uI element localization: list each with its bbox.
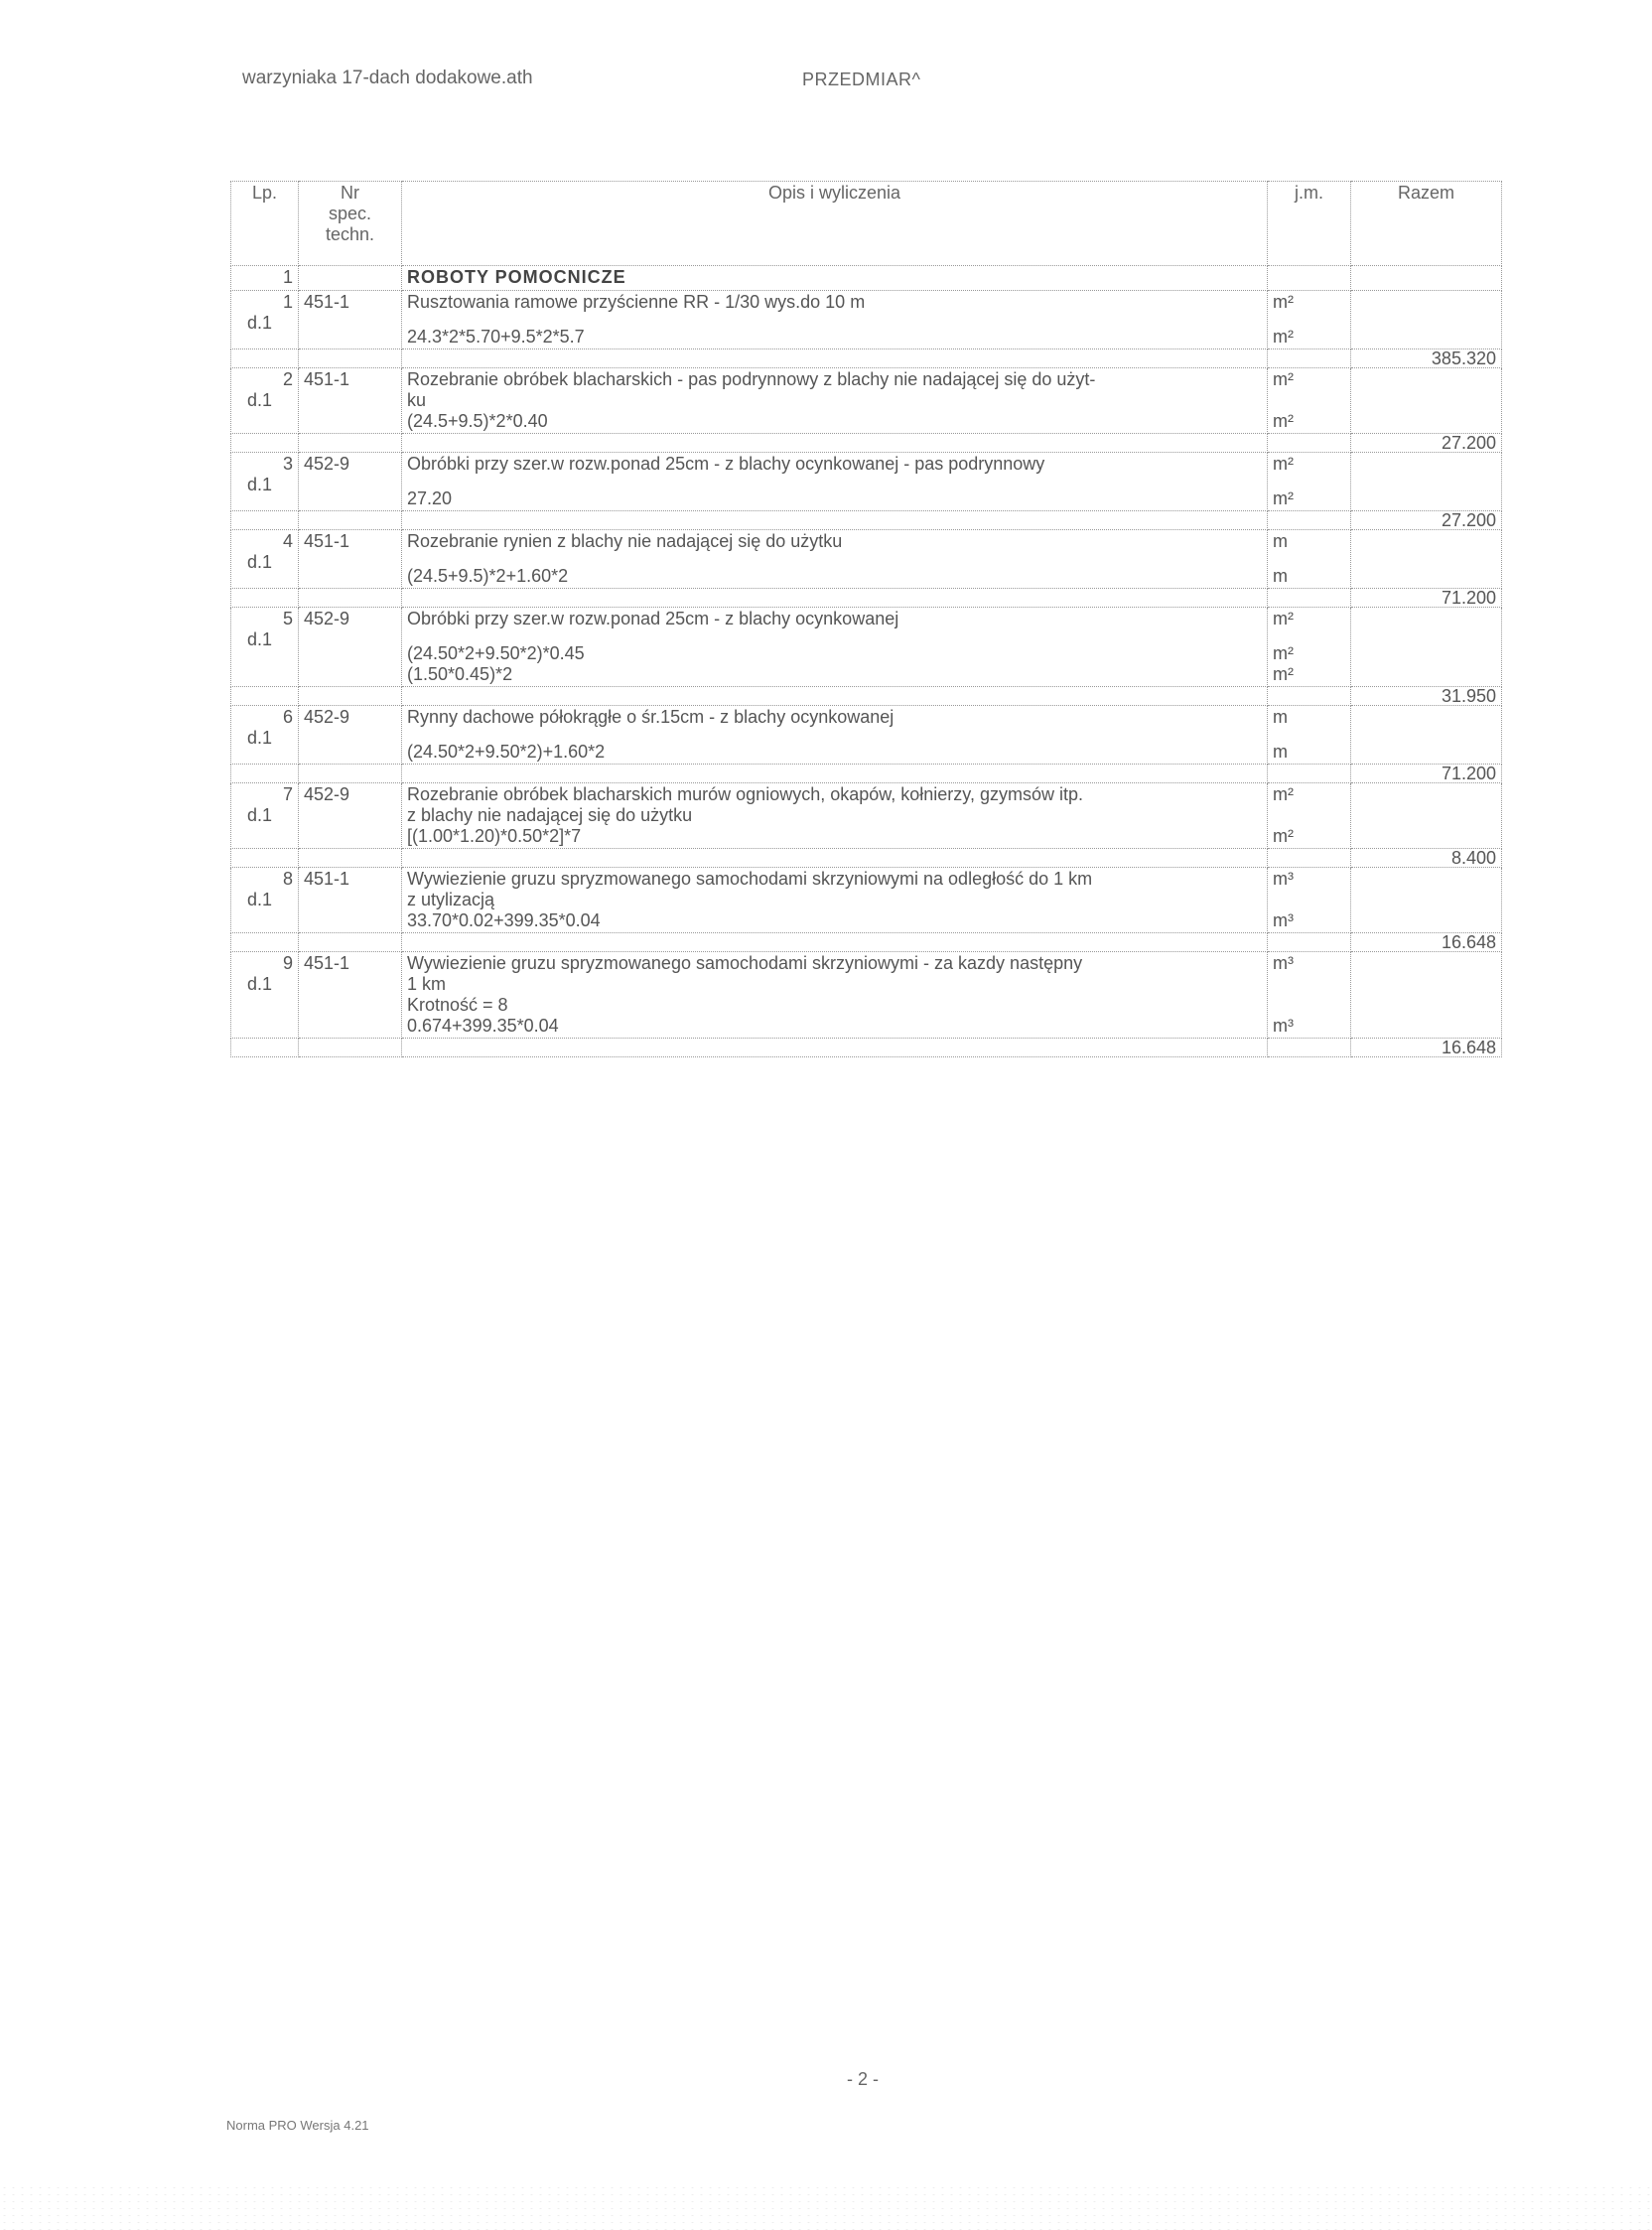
item-number: 6 [282,707,293,727]
sum-nr-cell [299,434,402,453]
column-header-nr-line: techn. [325,224,375,244]
item-description-cell [402,530,1268,589]
sum-nr-cell [299,765,402,783]
item-spacer [1273,629,1345,643]
item-description-line: z utylizacją [407,890,495,909]
table-sum-row [231,434,1502,453]
item-unit-cell [1268,608,1351,687]
item-description-cell [402,368,1268,434]
section-razem-cell [1351,266,1502,291]
item-razem-cell [1351,952,1502,1039]
item-chapter: d.1 [246,890,273,909]
item-razem-cell [1351,453,1502,511]
table-header-row [231,182,1502,266]
sum-opis-cell [402,511,1268,530]
item-calculation: 27.20 [407,488,453,508]
table-row [231,453,1502,511]
item-total: 31.950 [1351,687,1502,706]
sum-lp-cell [231,434,299,453]
sum-opis-cell [402,687,1268,706]
item-calculation: (1.50*0.45)*2 [407,664,513,684]
column-header-nr [299,182,402,266]
table-sum-row [231,765,1502,783]
item-description-cell [402,291,1268,349]
item-unit-cell [1268,783,1351,849]
item-lp-cell [231,530,299,589]
item-spec-code: 452-9 [299,783,402,849]
sum-jm-cell [1268,349,1351,368]
item-lp-cell [231,368,299,434]
item-calc-unit: m² [1273,488,1294,508]
sum-opis-cell [402,1039,1268,1057]
item-unit-spacer [1273,390,1345,411]
item-description-line: Rozebranie obróbek blacharskich murów ogniowych, okapów, kołnierzy, gzymsów itp. [407,784,1083,804]
item-razem-cell [1351,368,1502,434]
item-lp-cell [231,706,299,765]
table-sum-row [231,349,1502,368]
item-calc-unit: m² [1273,411,1294,431]
table-row [231,368,1502,434]
item-number: 1 [282,292,293,312]
column-header-nr-line: spec. [328,204,372,223]
item-calc-unit: m³ [1273,910,1294,930]
item-total: 385.320 [1351,349,1502,368]
item-calculation: 24.3*2*5.70+9.5*2*5.7 [407,327,585,347]
table-row [231,608,1502,687]
item-spacer [407,728,1262,742]
item-razem-cell [1351,783,1502,849]
sum-jm-cell [1268,687,1351,706]
item-unit: m³ [1273,869,1294,889]
item-razem-cell [1351,530,1502,589]
sum-jm-cell [1268,849,1351,868]
section-number: 1 [231,266,299,291]
item-unit-spacer [1273,805,1345,826]
item-lp-cell [231,952,299,1039]
item-calc-unit: m [1273,742,1288,762]
item-unit-spacer [1273,890,1345,910]
item-spec-code: 452-9 [299,608,402,687]
item-spacer [407,629,1262,643]
item-spec-code: 451-1 [299,368,402,434]
item-unit: m² [1273,784,1294,804]
item-calculation: (24.5+9.5)*2*0.40 [407,411,548,431]
item-unit: m³ [1273,953,1294,973]
item-lp-cell [231,868,299,933]
document-title: PRZEDMIAR^ [802,70,921,89]
item-description-cell [402,783,1268,849]
item-total: 27.200 [1351,511,1502,530]
item-number: 2 [282,369,293,389]
item-chapter: d.1 [246,552,273,572]
sum-nr-cell [299,849,402,868]
item-description-line: Wywiezienie gruzu spryzmowanego samochodami skrzyniowymi - za kazdy następny [407,953,1083,973]
sum-opis-cell [402,765,1268,783]
item-calculation: 0.674+399.35*0.04 [407,1016,559,1036]
software-footer: Norma PRO Wersja 4.21 [226,2118,369,2133]
item-description-line: Rozebranie obróbek blacharskich - pas podrynnowy z blachy nie nadającej się do użyt- [407,369,1096,389]
item-spec-code: 451-1 [299,952,402,1039]
item-spec-code: 452-9 [299,706,402,765]
column-header-razem: Razem [1351,182,1502,266]
item-total: 16.648 [1351,1039,1502,1057]
item-total: 27.200 [1351,434,1502,453]
item-description-cell [402,868,1268,933]
item-total: 71.200 [1351,765,1502,783]
sum-opis-cell [402,434,1268,453]
item-calculation: [(1.00*1.20)*0.50*2]*7 [407,826,582,846]
table-sum-row [231,849,1502,868]
item-spec-code: 451-1 [299,868,402,933]
scan-noise [0,2184,1652,2230]
sum-opis-cell [402,349,1268,368]
item-calculation: 33.70*0.02+399.35*0.04 [407,910,601,930]
section-nr-cell [299,266,402,291]
column-header-lp: Lp. [231,182,299,266]
item-calc-unit: m [1273,566,1288,586]
sum-jm-cell [1268,511,1351,530]
item-total: 16.648 [1351,933,1502,952]
item-unit-cell [1268,530,1351,589]
item-calculation: (24.50*2+9.50*2)*0.45 [407,643,585,663]
item-unit-spacer [1273,995,1345,1016]
table-row [231,291,1502,349]
sum-lp-cell [231,687,299,706]
item-description-line: Obróbki przy szer.w rozw.ponad 25cm - z blachy ocynkowanej [407,609,899,628]
item-lp-cell [231,291,299,349]
sum-lp-cell [231,933,299,952]
item-description-line: ku [407,390,427,410]
table-row [231,952,1502,1039]
file-name: warzyniaka 17-dach dodakowe.ath [242,68,533,88]
item-unit-cell [1268,952,1351,1039]
item-unit: m [1273,707,1288,727]
item-chapter: d.1 [246,629,273,649]
sum-lp-cell [231,511,299,530]
item-lp-cell [231,783,299,849]
item-razem-cell [1351,706,1502,765]
item-chapter: d.1 [246,313,273,333]
column-header-opis: Opis i wyliczenia [402,182,1268,266]
item-calc-unit: m² [1273,664,1294,684]
table-sum-row [231,589,1502,608]
sum-jm-cell [1268,1039,1351,1057]
item-unit-cell [1268,368,1351,434]
item-unit: m² [1273,609,1294,628]
table-sum-row [231,511,1502,530]
item-unit-cell [1268,291,1351,349]
item-number: 9 [282,953,293,973]
item-calc-unit: m² [1273,643,1294,663]
sum-lp-cell [231,849,299,868]
item-description-line: Rozebranie rynien z blachy nie nadającej się do użytku [407,531,843,551]
sum-lp-cell [231,1039,299,1057]
sum-lp-cell [231,765,299,783]
table-row [231,868,1502,933]
item-lp-cell [231,608,299,687]
item-spacer [1273,475,1345,488]
item-spec-code: 451-1 [299,291,402,349]
section-jm-cell [1268,266,1351,291]
sum-nr-cell [299,511,402,530]
sum-nr-cell [299,1039,402,1057]
sum-opis-cell [402,589,1268,608]
item-total: 8.400 [1351,849,1502,868]
item-description-line: 1 km [407,974,447,994]
item-chapter: d.1 [246,728,273,748]
item-spacer [407,552,1262,566]
sum-nr-cell [299,933,402,952]
item-number: 7 [282,784,293,804]
item-spacer [1273,313,1345,327]
item-razem-cell [1351,868,1502,933]
item-razem-cell [1351,608,1502,687]
item-number: 5 [282,609,293,628]
item-total: 71.200 [1351,589,1502,608]
item-number: 3 [282,454,293,474]
item-calc-unit: m² [1273,826,1294,846]
item-unit: m² [1273,292,1294,312]
item-chapter: d.1 [246,974,273,994]
section-title: ROBOTY POMOCNICZE [402,266,1268,291]
item-spacer [1273,728,1345,742]
item-spacer [1273,552,1345,566]
item-description-line: Krotność = 8 [407,995,508,1015]
estimate-table-container [230,181,1501,1057]
item-calculation: (24.5+9.5)*2+1.60*2 [407,566,569,586]
item-number: 4 [282,531,293,551]
item-description-cell [402,453,1268,511]
section-row [231,266,1502,291]
item-unit-cell [1268,706,1351,765]
item-number: 8 [282,869,293,889]
item-razem-cell [1351,291,1502,349]
item-unit: m² [1273,369,1294,389]
item-description-line: Rusztowania ramowe przyścienne RR - 1/30 wys.do 10 m [407,292,866,312]
item-description-cell [402,706,1268,765]
item-description-line: Obróbki przy szer.w rozw.ponad 25cm - z blachy ocynkowanej - pas podrynnowy [407,454,1045,474]
table-sum-row [231,933,1502,952]
item-unit: m² [1273,454,1294,474]
table-row [231,783,1502,849]
item-spec-code: 452-9 [299,453,402,511]
item-spacer [407,313,1262,327]
item-unit-spacer [1273,974,1345,995]
item-calculation: (24.50*2+9.50*2)+1.60*2 [407,742,606,762]
item-calc-unit: m² [1273,327,1294,347]
table-row [231,706,1502,765]
item-calc-unit: m³ [1273,1016,1294,1036]
item-chapter: d.1 [246,475,273,494]
item-description-line: Rynny dachowe półokrągłe o śr.15cm - z blachy ocynkowanej [407,707,895,727]
sum-nr-cell [299,589,402,608]
item-description-line: z blachy nie nadającej się do użytku [407,805,693,825]
table-row [231,530,1502,589]
item-description-cell [402,608,1268,687]
table-sum-row [231,687,1502,706]
item-chapter: d.1 [246,390,273,410]
sum-nr-cell [299,349,402,368]
item-description-line: Wywiezienie gruzu spryzmowanego samochodami skrzyniowymi na odległość do 1 km [407,869,1093,889]
sum-jm-cell [1268,434,1351,453]
item-lp-cell [231,453,299,511]
sum-nr-cell [299,687,402,706]
column-header-jm: j.m. [1268,182,1351,266]
table-sum-row [231,1039,1502,1057]
item-chapter: d.1 [246,805,273,825]
item-unit-cell [1268,453,1351,511]
page-number: - 2 - [847,2069,880,2089]
sum-jm-cell [1268,589,1351,608]
sum-opis-cell [402,933,1268,952]
estimate-table [230,181,1502,1057]
sum-jm-cell [1268,765,1351,783]
sum-lp-cell [231,349,299,368]
item-spec-code: 451-1 [299,530,402,589]
item-unit-cell [1268,868,1351,933]
sum-lp-cell [231,589,299,608]
item-spacer [407,475,1262,488]
sum-opis-cell [402,849,1268,868]
item-description-cell [402,952,1268,1039]
item-unit: m [1273,531,1288,551]
column-header-nr-line: Nr [341,183,359,203]
sum-jm-cell [1268,933,1351,952]
